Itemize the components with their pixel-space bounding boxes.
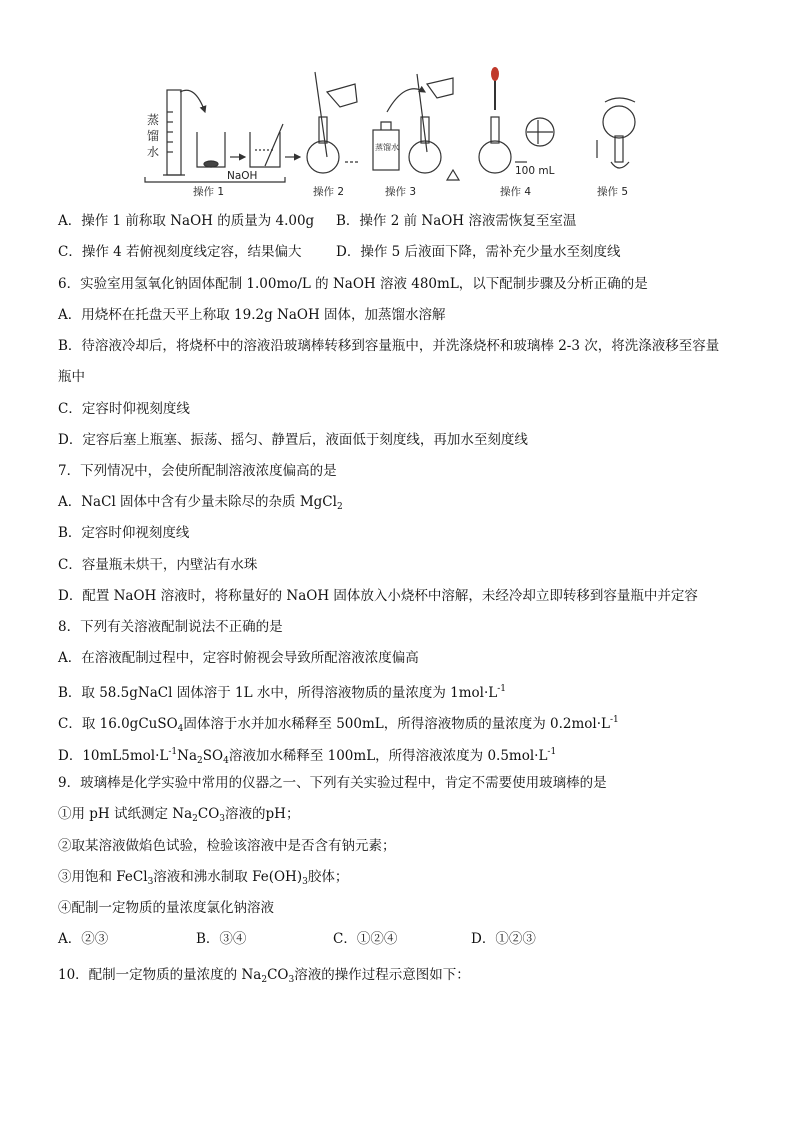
procedure-figure: [135, 62, 655, 202]
volumetric-flask-4: [479, 141, 511, 173]
q9-item-2: ②取某溶液做焰色试验，检验该溶液中是否含有钠元素；: [58, 838, 396, 854]
q6-option-b-line2: 瓶中: [58, 369, 85, 385]
bottle-label: 蒸馏水: [375, 143, 399, 152]
q6-option-c: C．定容时仰视刻度线: [58, 401, 190, 417]
naoh-label: NaOH: [227, 170, 258, 182]
q5-option-a: A．操作 1 前称取 NaOH 的质量为 4.00g: [58, 213, 315, 229]
q9-stem: 9．玻璃棒是化学实验中常用的仪器之一、下列有关实验过程中，肯定不需要使用玻璃棒的是: [58, 775, 607, 791]
q8-option-d: D．$10mL5mol\cdot L^{-1}Na_2SO_4$溶液加水稀释至 100mL，所得溶液浓度为 $0.5mol\cdot L^{-1}$: [58, 747, 557, 766]
q5-option-c: C．操作 4 若俯视刻度线定容，结果偏大: [58, 244, 302, 260]
q6-option-b-line1: B．待溶液冷却后，将烧杯中的溶液沿玻璃棒转移到容量瓶中，并洗涤烧杯和玻璃棒 2-3 次，将洗涤液移至容量: [58, 338, 720, 354]
q9-item-1: ①用 pH 试纸测定 $Na_2CO_3$溶液的pH；: [58, 806, 300, 824]
volumetric-flask-3: [409, 141, 441, 173]
q9-option-b: B．③④: [196, 931, 247, 947]
q9-option-a: A．②③: [58, 931, 109, 947]
q9-item-3: ③用饱和 FeCl$_3$溶液和沸水制取 $Fe(OH)_3$胶体；: [58, 869, 349, 887]
q7-option-d: D．配置 NaOH 溶液时，将称量好的 NaOH 固体放入小烧杯中溶解，未经冷却立即转移到容量瓶中并定容: [58, 588, 698, 604]
q7-option-c: C．容量瓶未烘干，内壁沾有水珠: [58, 557, 258, 573]
caption-step-5: 操作 5: [597, 186, 629, 198]
q7-option-a: A．NaCl 固体中含有少量未除尽的杂质 MgCl$_2$: [58, 494, 343, 512]
caption-step-1: 操作 1: [193, 186, 225, 198]
q8-option-a: A．在溶液配制过程中，定容时俯视会导致所配溶液浓度偏高: [58, 650, 419, 666]
water-label-char-2: 馏: [147, 129, 160, 143]
q7-option-b: B．定容时仰视刻度线: [58, 525, 190, 541]
q5-option-d: D．操作 5 后液面下降，需补充少量水至刻度线: [336, 244, 621, 260]
q10-stem: 10．配制一定物质的量浓度的 $Na_2CO_3$溶液的操作过程示意图如下：: [58, 967, 470, 985]
procedure-diagram: [135, 62, 655, 202]
caption-step-4: 操作 4: [500, 186, 532, 198]
q6-option-d: D．定容后塞上瓶塞、振荡、摇匀、静置后，液面低于刻度线，再加水至刻度线: [58, 432, 528, 448]
water-label-char-3: 水: [147, 145, 160, 159]
water-label-char-1: 蒸: [147, 113, 160, 127]
q7-stem: 7．下列情况中，会使所配制溶液浓度偏高的是: [58, 463, 337, 479]
q8-option-b: B．取 58.5gNaCl 固体溶于 1L 水中，所得溶液物质的量浓度为 $1mol\cdot L^{-1}$: [58, 684, 507, 701]
caption-step-2: 操作 2: [313, 186, 345, 198]
flask-volume-label: 100 mL: [515, 165, 555, 177]
caption-step-3: 操作 3: [385, 186, 417, 198]
q6-stem: 6．实验室用氢氧化钠固体配制 1.00mo/L 的 NaOH 溶液 480mL，以下配制步骤及分析正确的是: [58, 276, 648, 292]
q6-option-a: A．用烧杯在托盘天平上称取 19.2g NaOH 固体，加蒸馏水溶解: [58, 307, 446, 323]
q9-option-c: C．①②④: [333, 931, 398, 947]
q9-item-4: ④配制一定物质的量浓度氯化钠溶液: [58, 900, 274, 916]
q8-stem: 8．下列有关溶液配制说法不正确的是: [58, 619, 283, 635]
volumetric-flask-5: [603, 106, 635, 138]
volumetric-flask-2: [307, 141, 339, 173]
q9-option-d: D．①②③: [471, 931, 536, 947]
q8-option-c: C．取 16.0gCuSO$_4$固体溶于水并加水稀释至 500mL，所得溶液物质的量浓度为 $0.2mol\cdot L^{-1}$: [58, 715, 619, 734]
q5-option-b: B．操作 2 前 NaOH 溶液需恢复至室温: [336, 213, 577, 229]
